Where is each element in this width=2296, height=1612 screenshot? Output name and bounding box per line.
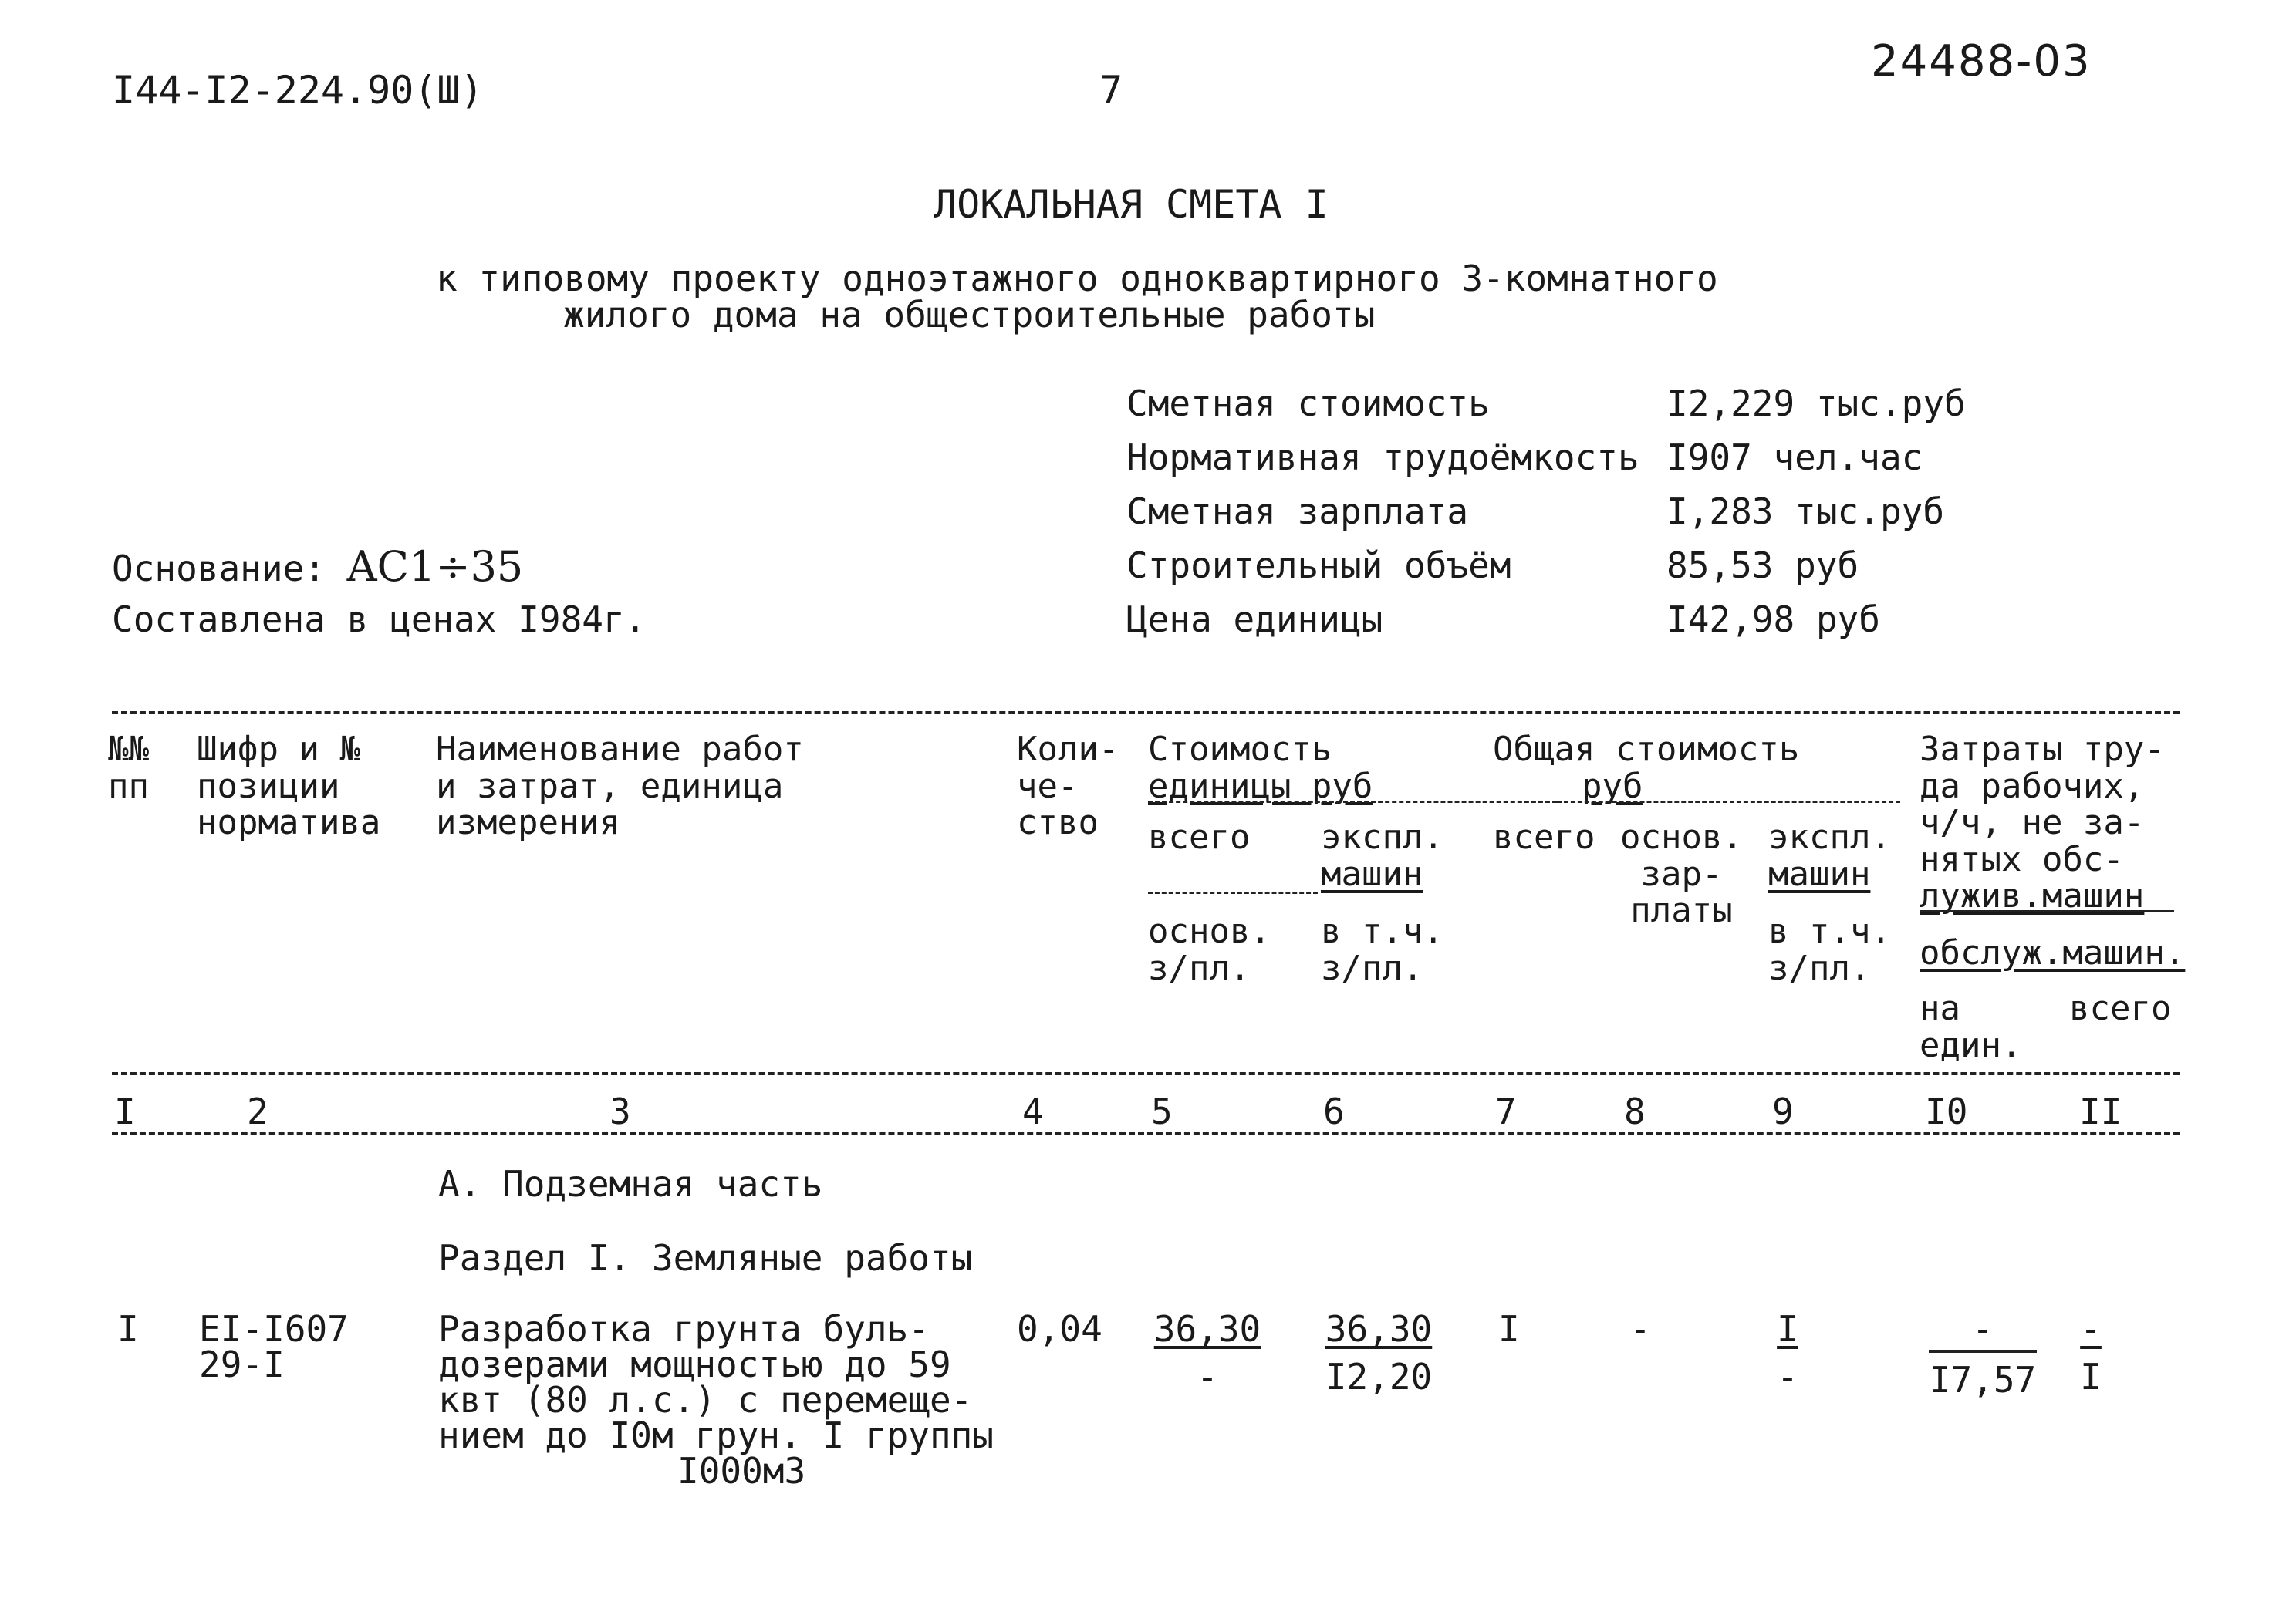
header-text: Шифр и № [197, 730, 360, 769]
subtitle-line-1: к типовому проекту одноэтажного одноквартирного 3-комнатного [436, 258, 1718, 299]
column-number: 4 [1022, 1091, 1044, 1132]
column-number: 5 [1151, 1091, 1173, 1132]
header-text: з/пл. [1768, 948, 1871, 988]
header-rule [1920, 910, 2174, 912]
header-text: пп [108, 766, 149, 806]
header-text: норматива [197, 803, 381, 843]
section-title: Раздел I. Земляные работы [438, 1237, 973, 1279]
row-code [199, 1308, 349, 1385]
header-text: ч/ч, не за- [1920, 803, 2145, 843]
header-col-6-bottom [1321, 913, 1443, 986]
summary-label: Цена единицы [1126, 599, 1383, 640]
row-name-line: квт (80 л.с.) с перемеще- [438, 1379, 973, 1421]
column-number: I0 [1925, 1091, 1968, 1132]
header-rule [1557, 801, 1900, 803]
row-c8: - [1629, 1308, 1651, 1350]
row-c6-top: 36,30 [1325, 1308, 1433, 1350]
header-text: единицы руб [1148, 766, 1373, 806]
basis-value: AC1÷35 [346, 542, 524, 591]
summary-label: Нормативная трудоёмкость [1126, 437, 1639, 478]
row-c9-top: I [1777, 1308, 1798, 1350]
part-title: А. Подземная часть [438, 1163, 823, 1205]
header-text: Общая стоимость [1493, 730, 1800, 769]
header-text: в т.ч. [1768, 912, 1891, 951]
row-c9 [1776, 1308, 1799, 1398]
row-c11-top: - [2080, 1308, 2102, 1350]
row-c10-top: - [1972, 1308, 1994, 1350]
summary-value: 85,53 руб [1666, 545, 1859, 586]
header-col-2 [197, 731, 380, 841]
header-col-6-top [1321, 819, 1443, 892]
column-number: I [114, 1091, 136, 1132]
header-col-7: всего [1493, 818, 1595, 857]
header-text: машин [1768, 854, 1871, 894]
row-c11 [2075, 1308, 2106, 1398]
summary-label: Сметная стоимость [1126, 383, 1490, 424]
header-text: на [1920, 989, 1960, 1028]
header-text: зар- [1640, 854, 1723, 894]
row-c7: I [1498, 1308, 1520, 1350]
header-bottom-rule [112, 1072, 2180, 1075]
header-text: основ. [1148, 912, 1271, 951]
column-number: 9 [1772, 1091, 1794, 1132]
row-c5 [1150, 1308, 1265, 1398]
header-text: з/пл. [1148, 948, 1251, 988]
header-text: в т.ч. [1321, 912, 1443, 951]
row-quantity: 0,04 [1017, 1308, 1102, 1350]
row-c10-bottom: I7,57 [1929, 1350, 2037, 1398]
header-text: лужив.машин [1920, 876, 2145, 916]
row-c11-bottom: I [2080, 1356, 2102, 1398]
row-name [438, 1308, 994, 1492]
header-text: №№ [108, 730, 149, 769]
handwritten-number: 24488-03 [1871, 36, 2092, 86]
header-col-5-bottom [1148, 913, 1271, 986]
row-number: I [117, 1308, 139, 1350]
column-number: 7 [1495, 1091, 1517, 1132]
header-col-9-bottom [1768, 913, 1891, 986]
basis-label: Основание: [112, 548, 326, 589]
row-code-line: EI-I607 [199, 1308, 349, 1350]
column-number: 6 [1323, 1091, 1345, 1132]
row-c5-top: 36,30 [1153, 1308, 1261, 1350]
header-col-5-top: всего [1148, 818, 1251, 857]
header-text: основ. [1620, 818, 1743, 857]
document-code: I44-I2-224.90(Ш) [112, 68, 484, 113]
row-name-line: нием до I0м грун. I группы [438, 1415, 994, 1456]
header-text: з/пл. [1321, 948, 1423, 988]
row-c10 [1929, 1308, 2037, 1401]
header-col-4 [1017, 731, 1119, 841]
summary-label: Строительный объём [1126, 545, 1511, 586]
header-labor-sub: обслуж.машин. [1920, 933, 2186, 973]
table-top-rule [112, 711, 2180, 714]
header-col-9-top [1768, 819, 1891, 892]
header-labor-group [1920, 731, 2165, 915]
header-text: позиции [197, 766, 340, 806]
row-unit: I000м3 [677, 1450, 806, 1492]
header-text: и затрат, единица [436, 766, 784, 806]
header-text: ство [1017, 803, 1099, 843]
prices-note: Составлена в ценах I984г. [112, 599, 647, 640]
header-text: да рабочих, [1920, 766, 2145, 806]
page-number: 7 [1099, 68, 1123, 113]
row-c6-bottom: I2,20 [1325, 1356, 1433, 1398]
header-text: платы [1630, 891, 1733, 931]
header-col-3 [436, 731, 804, 841]
summary-value: I2,229 тыс.руб [1666, 383, 1966, 424]
row-code-line: 29-I [199, 1344, 285, 1385]
row-c9-bottom: - [1777, 1356, 1798, 1398]
header-text: измерения [436, 803, 620, 843]
header-col-10 [1920, 990, 2021, 1064]
header-text: экспл. [1321, 818, 1443, 857]
header-text: че- [1017, 766, 1079, 806]
column-numbers-rule [112, 1132, 2180, 1135]
header-rule [1148, 892, 1318, 894]
basis-line [112, 542, 524, 591]
header-text: Наименование работ [436, 730, 804, 769]
header-text: экспл. [1768, 818, 1891, 857]
column-number: 8 [1624, 1091, 1646, 1132]
row-c6 [1321, 1308, 1437, 1398]
header-text: Стоимость [1148, 730, 1332, 769]
summary-label: Сметная зарплата [1126, 491, 1469, 532]
subtitle-line-2: жилого дома на общестроительные работы [563, 294, 1376, 336]
column-number: II [2079, 1091, 2122, 1132]
header-text: един. [1920, 1025, 2022, 1065]
row-name-line: дозерами мощностью до 59 [438, 1344, 951, 1385]
header-text: Затраты тру- [1920, 730, 2165, 769]
column-number: 2 [247, 1091, 268, 1132]
column-number: 3 [609, 1091, 631, 1132]
header-col-11: всего [2069, 989, 2172, 1028]
header-col-1 [108, 731, 149, 804]
header-text: Коли- [1017, 730, 1119, 769]
page-title: ЛОКАЛЬНАЯ СМЕТА I [934, 182, 1329, 227]
header-text: руб [1582, 766, 1643, 806]
row-name-line: Разработка грунта буль- [438, 1308, 930, 1350]
header-text: машин [1321, 854, 1423, 894]
summary-value: I,283 тыс.руб [1666, 491, 1945, 532]
summary-value: I42,98 руб [1666, 599, 1880, 640]
header-text: нятых обс- [1920, 839, 2124, 879]
header-total-cost-group [1493, 731, 1799, 804]
header-col-8 [1620, 819, 1743, 929]
row-c5-bottom: - [1197, 1356, 1218, 1398]
header-unit-cost-group [1148, 731, 1373, 804]
summary-value: I907 чел.час [1666, 437, 1923, 478]
